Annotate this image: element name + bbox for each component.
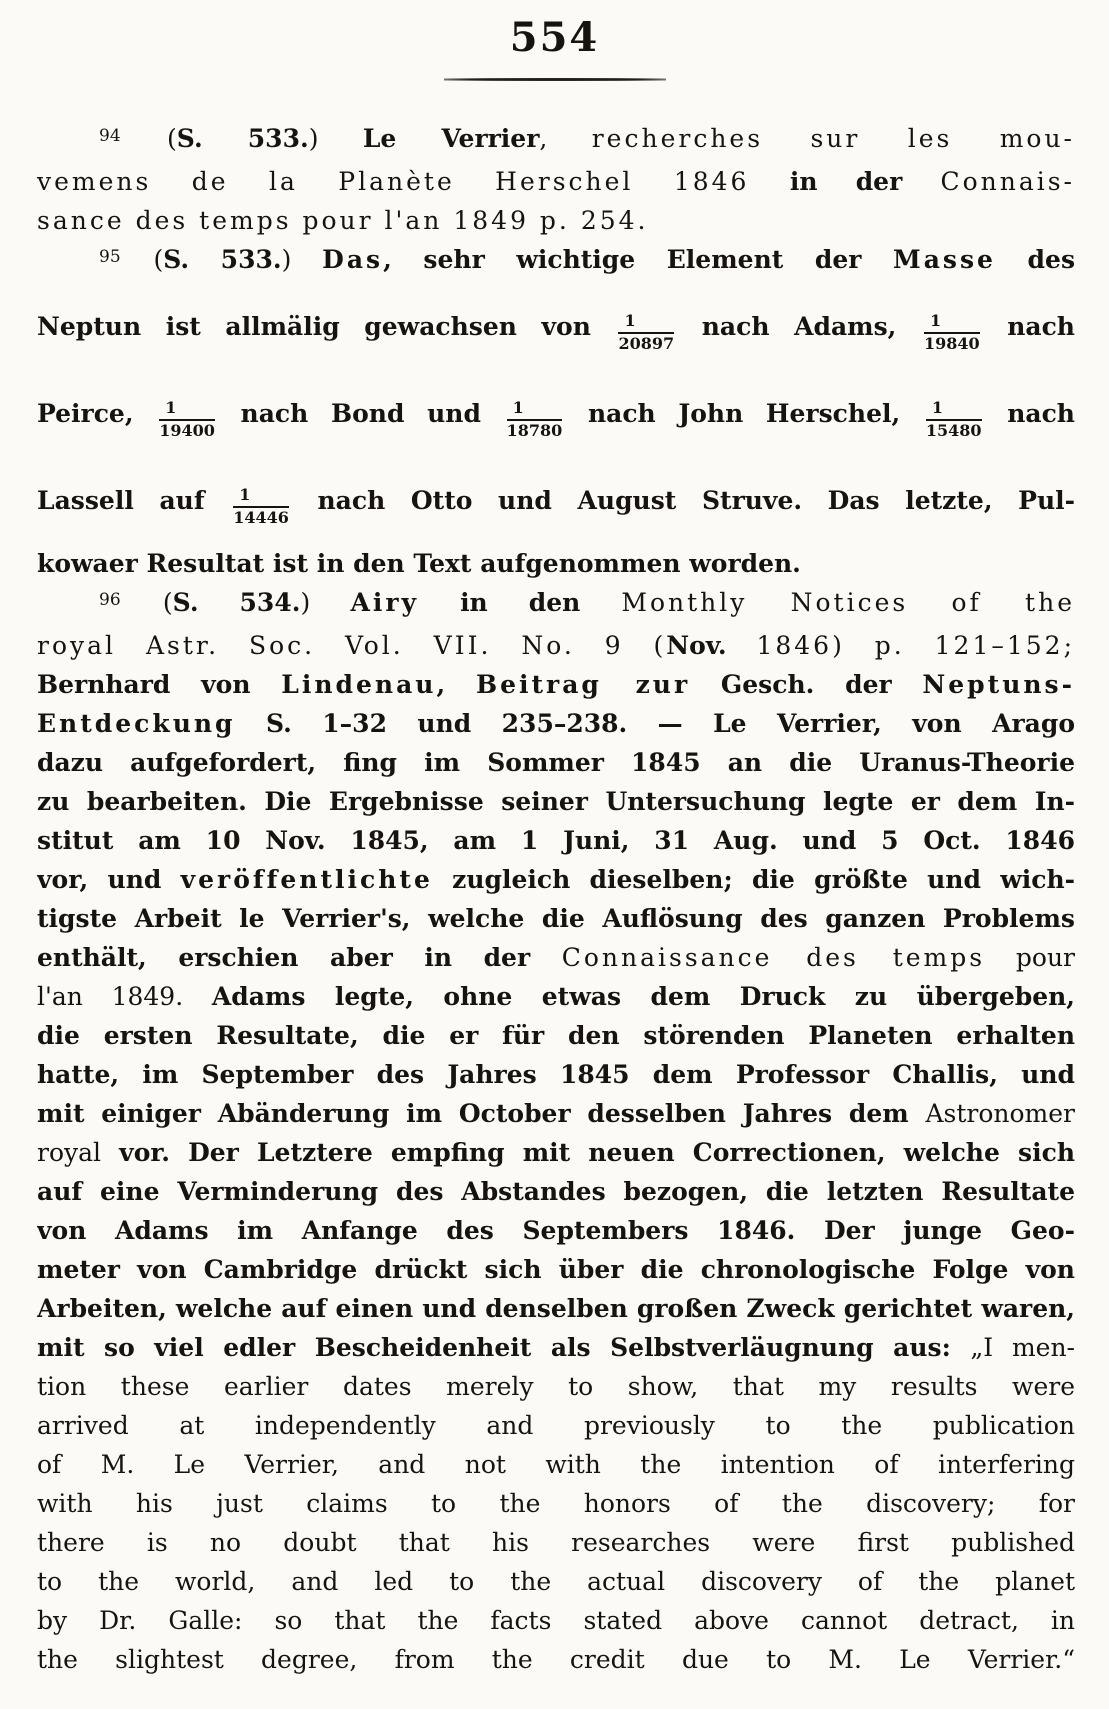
footnote-96-line-8	[37, 860, 1075, 899]
text-run: there is no doubt that his researches were first published	[37, 1528, 1075, 1557]
mass-fraction: $\frac{1}{19840}$	[923, 311, 980, 353]
footnote-95-line-1	[37, 240, 1075, 283]
footnote-96-line-4	[37, 704, 1075, 743]
footnote-94	[37, 119, 1075, 240]
text-run: Entdeckung	[37, 709, 236, 738]
text-run: Lassell auf	[37, 486, 231, 515]
text-run: tion these earlier dates merely to show, that my results were	[37, 1372, 1075, 1401]
text-run: nach	[982, 312, 1075, 341]
text-run: arrived at independently and previously to the publication	[37, 1411, 1075, 1440]
footnote-96-line-14	[37, 1094, 1075, 1133]
text-run: nach John Herschel,	[565, 399, 923, 428]
text-run: the slightest degree, from the credit due to M. Le Verrier.“	[37, 1645, 1075, 1674]
text-run: Le Verrier	[362, 124, 540, 153]
text-run: meter von Cambridge drückt sich über die chronologische Folge von	[37, 1255, 1075, 1284]
text-run: Adams legte, ohne etwas dem Druck zu übergeben,	[211, 982, 1075, 1011]
text-run: )	[281, 245, 323, 274]
text-run: dazu aufgefordert, fing im Sommer 1845 an die Uranus-Theorie	[37, 748, 1075, 777]
footnote-94-line-2	[37, 162, 1075, 201]
footnote-96-line-13	[37, 1055, 1075, 1094]
text-run: Neptun ist allmälig gewachsen von	[37, 312, 616, 341]
text-run: Monthly Notices of the	[621, 588, 1075, 617]
text-run: Das	[322, 245, 384, 274]
page-header	[0, 0, 1109, 81]
text-run: hatte, im September des Jahres 1845 dem Professor Challis, und	[37, 1060, 1075, 1089]
text-run: nach Adams,	[677, 312, 921, 341]
text-run: stitut am 10 Nov. 1845, am 1 Juni, 31 Aug. und 5 Oct. 1846	[37, 826, 1075, 855]
text-run: )	[300, 588, 351, 617]
text-run: Beitrag zur	[475, 670, 691, 699]
text-run: Arbeiten, welche auf einen und denselben großen Zweck gerichtet waren,	[37, 1294, 1075, 1323]
text-run: mit einiger Abänderung im October desselben Jahres dem	[37, 1099, 926, 1128]
text-run: S. 533.	[176, 124, 309, 153]
text-run: (	[122, 245, 164, 274]
footnote-96-line-23	[37, 1445, 1075, 1484]
text-run: auf eine Verminderung des Abstandes bezogen, die letzten Resultate	[37, 1177, 1075, 1206]
text-run: veröffentlichte	[180, 865, 433, 894]
footnote-95-line-4	[37, 457, 1075, 544]
footnote-95-line-3	[37, 370, 1075, 457]
footnote-96-line-1	[37, 583, 1075, 626]
text-run: Astronomer	[925, 1099, 1075, 1128]
text-run: vor, und	[37, 865, 181, 894]
text-run: in den	[419, 588, 622, 617]
footnote-96-line-12	[37, 1016, 1075, 1055]
text-run: ,	[436, 670, 476, 699]
footnote-96-line-6	[37, 782, 1075, 821]
note-number: 94	[99, 126, 121, 146]
footnote-96-line-25	[37, 1523, 1075, 1562]
footnote-96	[37, 583, 1075, 1679]
footnote-96-line-18	[37, 1250, 1075, 1289]
note-number: 95	[99, 247, 121, 267]
footnote-96-line-21	[37, 1367, 1075, 1406]
footnote-96-line-17	[37, 1211, 1075, 1250]
text-run: to the world, and led to the actual discovery of the planet	[37, 1567, 1075, 1596]
footnote-96-line-11	[37, 977, 1075, 1016]
footnote-95-line-2	[37, 283, 1075, 370]
mass-fraction: $\frac{1}{20897}$	[618, 311, 675, 353]
text-run: Neptuns-	[922, 670, 1075, 699]
mass-fraction: $\frac{1}{14446}$	[233, 485, 289, 527]
text-run: 1846) p. 121–152;	[726, 631, 1075, 660]
footnote-96-line-3	[37, 665, 1075, 704]
text-run: Connais-	[940, 167, 1075, 196]
text-run: pour	[985, 943, 1075, 972]
note-number: 96	[99, 590, 121, 610]
text-run: S. 1–32 und 235–238. — Le Verrier, von Arago	[235, 709, 1075, 738]
text-run: Masse	[893, 245, 996, 274]
text-run: S. 534.	[172, 588, 301, 617]
text-run: kowaer Resultat ist in den Text aufgenommen worden.	[37, 549, 801, 578]
footnote-96-line-16	[37, 1172, 1075, 1211]
text-run: in der	[789, 167, 941, 196]
footnote-95	[37, 240, 1075, 583]
footnote-96-line-28	[37, 1640, 1075, 1679]
footnote-95-line-5	[37, 544, 1075, 583]
text-run: enthält, erschien aber in der	[37, 943, 562, 972]
text-run: von Adams im Anfange des Septembers 1846. Der junge Geo-	[37, 1216, 1075, 1245]
footnote-94-line-3	[37, 201, 1075, 240]
mass-fraction: $\frac{1}{18780}$	[506, 398, 563, 440]
text-run: of M. Le Verrier, and not with the intention of interfering	[37, 1450, 1075, 1479]
text-run: tigste Arbeit le Verrier's, welche die Auflösung des ganzen Problems	[37, 904, 1075, 933]
footnote-94-line-1	[37, 119, 1075, 162]
mass-fraction: $\frac{1}{19400}$	[159, 398, 215, 440]
header-rule	[444, 78, 666, 81]
text-run: des	[995, 245, 1075, 274]
text-run: by Dr. Galle: so that the facts stated above cannot detract, in	[37, 1606, 1075, 1635]
footnote-96-line-7	[37, 821, 1075, 860]
text-run: , sehr wichtige Element der	[383, 245, 894, 274]
footnote-96-line-24	[37, 1484, 1075, 1523]
text-run: Bernhard von	[37, 670, 282, 699]
text-run: S. 533.	[163, 245, 282, 274]
text-run: nach	[984, 399, 1075, 428]
footnote-96-line-19	[37, 1289, 1075, 1328]
text-run: nach Otto und August Struve. Das letzte, Pul-	[291, 486, 1075, 515]
text-run: Gesch. der	[690, 670, 923, 699]
footnote-96-line-27	[37, 1601, 1075, 1640]
text-run: (	[122, 588, 173, 617]
text-run: royal	[37, 1138, 102, 1167]
text-run: mit so viel edler Bescheidenheit als Selbstverläugnung aus:	[37, 1333, 971, 1362]
footnote-96-line-20	[37, 1328, 1075, 1367]
footnote-96-line-5	[37, 743, 1075, 782]
text-run: „I men-	[970, 1333, 1075, 1362]
text-run: Peirce,	[37, 399, 157, 428]
text-run: zugleich dieselben; die größte und wich-	[432, 865, 1075, 894]
text-run: nach Bond und	[217, 399, 504, 428]
text-run: vor. Der Letztere empfing mit neuen Correctionen, welche sich	[101, 1138, 1075, 1167]
text-run: sance des temps pour l'an 1849 p. 254.	[37, 206, 649, 235]
text-run: )	[308, 124, 363, 153]
footnote-96-line-15	[37, 1133, 1075, 1172]
text-run: royal Astr. Soc. Vol. VII. No. 9 (	[37, 631, 667, 660]
text-run: recherches sur les mou-	[591, 124, 1075, 153]
text-run: Airy	[350, 588, 420, 617]
mass-fraction: $\frac{1}{15480}$	[925, 398, 982, 440]
footnote-96-line-2	[37, 626, 1075, 665]
footnote-96-line-10	[37, 938, 1075, 977]
text-run: Connaissance des temps	[561, 943, 986, 972]
text-run: l'an 1849.	[37, 982, 212, 1011]
text-run: Nov.	[666, 631, 727, 660]
page-number: 554	[509, 14, 600, 61]
footnote-96-line-9	[37, 899, 1075, 938]
text-run: with his just claims to the honors of the discovery; for	[37, 1489, 1075, 1518]
text-run: die ersten Resultate, die er für den störenden Planeten erhalten	[37, 1021, 1075, 1050]
text-run: Lindenau	[281, 670, 437, 699]
text-run: ,	[539, 124, 592, 153]
text-run: vemens de la Planète Herschel 1846	[37, 167, 790, 196]
text-run: (	[122, 124, 177, 153]
footnote-96-line-26	[37, 1562, 1075, 1601]
footnote-96-line-22	[37, 1406, 1075, 1445]
text-run: zu bearbeiten. Die Ergebnisse seiner Untersuchung legte er dem In-	[37, 787, 1075, 816]
footnotes	[0, 119, 1109, 1679]
